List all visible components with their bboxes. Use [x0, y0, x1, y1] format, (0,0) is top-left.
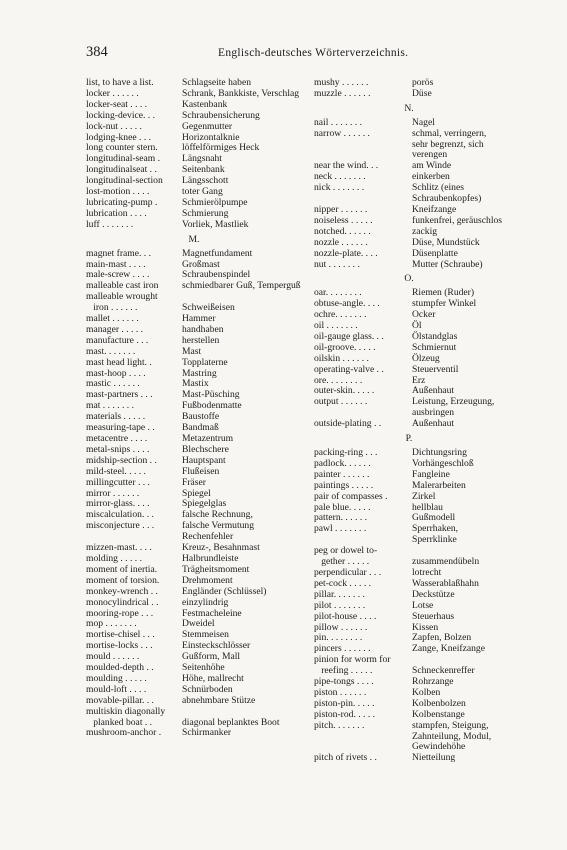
english-term: pale blue. . . . .: [314, 502, 371, 513]
german-translation: funkenfrei, geräuschlos: [412, 214, 503, 226]
english-term: metacentre . . . .: [86, 434, 148, 444]
german-translation: Seitenhöhe: [182, 662, 225, 674]
english-term: mild-steel. . . . .: [86, 466, 146, 477]
german-translation: einkerben: [412, 171, 450, 183]
german-translation: Fangleine: [412, 468, 450, 480]
english-term: planked boat . .: [86, 717, 153, 728]
german-translation: Schmierung: [182, 207, 229, 219]
english-term: piston . . . . . .: [314, 687, 367, 698]
dictionary-entry: [314, 459, 504, 470]
dictionary-entry: [86, 220, 302, 231]
german-translation: Schneckenreffer: [412, 665, 475, 677]
dictionary-entry: [314, 753, 504, 764]
german-translation: Düsenplatte: [412, 247, 458, 259]
german-translation: schmiedbarer Guß, Temperguß: [182, 280, 301, 292]
german-translation: Steuerventil: [412, 363, 459, 375]
dictionary-entry: [314, 89, 504, 100]
german-translation: Fußbodenmatte: [182, 400, 242, 412]
german-translation: Vorliek, Mastliek: [182, 218, 249, 230]
german-translation: Schnürboden: [182, 683, 233, 695]
english-term: mould . . . . . .: [86, 652, 140, 663]
german-translation: Kolbenstange: [412, 708, 465, 720]
dictionary-entry: [314, 118, 504, 129]
dictionary-entry: [314, 699, 504, 710]
german-translation: Hammer: [182, 313, 216, 325]
english-term: mortise-locks . . .: [86, 641, 153, 652]
dictionary-entry: [314, 183, 504, 205]
english-term: malleable cast iron: [86, 281, 159, 292]
dictionary-entry: [314, 513, 504, 524]
german-translation: Mast-Püsching: [182, 389, 240, 401]
english-term: misconjecture . . .: [86, 521, 155, 532]
german-translation: Stemmeisen: [182, 629, 229, 641]
english-term: packing-ring . . .: [314, 448, 378, 458]
english-term: pair of compasses .: [314, 491, 388, 502]
german-translation: Nietteilung: [412, 752, 456, 764]
english-term: oar. . . . . . . .: [314, 288, 362, 299]
dictionary-entry: [314, 172, 504, 183]
dictionary-entry: [314, 688, 504, 699]
dictionary-entry: [86, 707, 302, 718]
german-translation: Schraubensicherung: [182, 109, 260, 121]
german-translation: Halbrundleiste: [182, 552, 239, 564]
german-translation: Kastenbank: [182, 98, 228, 110]
english-term: oilskin . . . . . .: [314, 353, 369, 364]
english-term: locking-device. . .: [86, 110, 155, 121]
english-term: mortise-chisel . . .: [86, 630, 155, 641]
page-title: Englisch-deutsches Wörterverzeichnis.: [218, 47, 409, 59]
english-term: padlock. . . . . .: [314, 458, 371, 469]
german-translation: Vorhängeschloß: [412, 457, 474, 469]
german-translation: löffelförmiges Heck: [182, 142, 260, 154]
german-translation: Engländer (Schlüssel): [182, 585, 267, 597]
german-translation: Düse: [412, 87, 432, 99]
english-term: near the wind. . .: [314, 161, 379, 172]
dictionary-entry: [314, 666, 504, 677]
dictionary-entry: [314, 601, 504, 612]
german-translation: Horizontalknie: [182, 131, 240, 143]
german-translation: Blechschere: [182, 443, 229, 455]
english-term: mooring-rope . . .: [86, 608, 154, 619]
english-term: monocylindrical . .: [86, 597, 159, 608]
dictionary-entry: [86, 598, 302, 609]
german-translation: Mastix: [182, 378, 209, 390]
german-translation: Flußeisen: [182, 465, 220, 477]
german-translation: Ölstandglas: [412, 330, 458, 342]
german-translation: Dweidel: [182, 618, 215, 630]
english-term: gether . . . . .: [314, 557, 370, 568]
dictionary-entry: [314, 470, 504, 481]
german-translation: Mast: [182, 345, 202, 357]
english-term: mast head light. .: [86, 357, 152, 368]
german-translation: Großmast: [182, 258, 220, 270]
english-term: multiskin diagonally: [86, 706, 166, 717]
english-term: ochre. . . . . . .: [314, 310, 367, 321]
german-translation: Einsteckschlösser: [182, 640, 251, 652]
dictionary-entry: [86, 521, 302, 543]
english-term: pin. . . . . . . .: [314, 633, 363, 644]
english-term: oil-gauge glass. . .: [314, 331, 384, 342]
dictionary-entry: [314, 161, 504, 172]
german-translation: schmal, verringern, sehr begrenzt, sich verengen: [412, 127, 487, 161]
german-translation: Metazentrum: [182, 433, 234, 444]
english-term: reefing . . . . .: [314, 666, 373, 677]
german-translation: Ölzeug: [412, 352, 440, 364]
german-translation: Zange, Kneifzange: [412, 643, 485, 655]
dictionary-entry: [314, 644, 504, 655]
dictionary-entry: [314, 612, 504, 623]
english-term: longitudinal-seam .: [86, 154, 161, 165]
section-letter: M.: [188, 233, 200, 245]
english-term: moment of torsion.: [86, 575, 160, 586]
english-term: piston-pin. . . . .: [314, 698, 375, 709]
german-translation: Lotse: [412, 599, 434, 611]
english-term: muzzle . . . . . .: [314, 88, 371, 99]
german-translation: Längsnaht: [182, 153, 222, 165]
english-term: male-screw . . . .: [86, 270, 150, 281]
english-term: piston-rod. . . . .: [314, 709, 376, 720]
english-term: main-mast . . . .: [86, 259, 146, 270]
german-translation: Spiegel: [182, 487, 211, 499]
english-term: long counter stern.: [86, 143, 158, 154]
english-term: nick . . . . . . .: [314, 183, 365, 194]
english-term: measuring-tape . .: [86, 423, 155, 434]
english-term: narrow . . . . . .: [314, 128, 370, 139]
german-translation: Außenhaut: [412, 385, 455, 397]
dictionary-entry: [314, 260, 504, 271]
dictionary-entry: [86, 728, 302, 739]
english-term: iron . . . . . .: [86, 303, 138, 314]
english-term: pitch. . . . . . .: [314, 720, 365, 731]
german-translation: Leistung, Erzeugung, ausbringen: [412, 396, 495, 419]
dictionary-entry: [314, 492, 504, 503]
english-term: outside-plating . .: [314, 419, 382, 430]
english-term: paintings . . . . .: [314, 480, 374, 491]
english-term: mastic . . . . . .: [86, 379, 140, 390]
english-term: miscalculation. . .: [86, 510, 154, 521]
english-term: nipper . . . . . .: [314, 204, 368, 215]
german-translation: Außenhaut: [412, 418, 455, 430]
german-translation: diagonal beplanktes Boot: [182, 716, 280, 728]
german-translation: Drehmoment: [182, 574, 233, 586]
german-translation: stampfen, Steigung, Zahnteilung, Modul, Gewindehöhe: [412, 719, 492, 753]
english-term: pinion for worm for: [314, 655, 391, 666]
german-translation: Dichtungsring: [412, 447, 467, 458]
german-translation: Topplaterne: [182, 356, 228, 368]
german-translation: Ocker: [412, 309, 436, 321]
german-translation: Fräser: [182, 476, 206, 488]
dictionary-entry: [314, 524, 504, 546]
german-translation: Düse, Mundstück: [412, 236, 480, 248]
german-translation: abnehmbare Stütze: [182, 694, 256, 706]
dictionary-entry: [86, 111, 302, 122]
english-term: notched. . . . . .: [314, 226, 371, 237]
german-translation: Malerarbeiten: [412, 479, 466, 491]
english-term: pilot-house . . . .: [314, 611, 377, 622]
dictionary-entry: [314, 448, 504, 459]
english-term: lubricating-pump .: [86, 197, 158, 208]
german-translation: Seitenbank: [182, 164, 225, 176]
dictionary-entry: [314, 129, 504, 162]
dictionary-entry: [314, 238, 504, 249]
english-term: nozzle-plate. . . .: [314, 248, 378, 259]
dictionary-entry: [314, 343, 504, 354]
english-term: pipe-tongs . . . .: [314, 677, 374, 688]
german-translation: am Winde: [412, 160, 452, 172]
english-term: pilot . . . . . . .: [314, 600, 366, 611]
english-term: mirror-glass. . . .: [86, 499, 150, 510]
dictionary-entry: [314, 249, 504, 260]
dictionary-entry: [86, 281, 302, 292]
dictionary-entry: [86, 587, 302, 598]
german-translation: Kolbenbolzen: [412, 697, 466, 709]
german-translation: Riemen (Ruder): [412, 287, 475, 299]
english-term: manufacture . . .: [86, 335, 149, 346]
english-term: malleable wrought: [86, 292, 158, 303]
dictionary-entry: [314, 78, 504, 89]
english-term: mirror . . . . . .: [86, 488, 140, 499]
german-translation: einzylindrig: [182, 596, 229, 608]
dictionary-entry: [314, 397, 504, 419]
english-term: pet-cock . . . . .: [314, 578, 372, 589]
english-term: outer-skin. . . . .: [314, 386, 375, 397]
english-term: pitch of rivets . .: [314, 753, 377, 764]
german-translation: Nagel: [412, 116, 435, 128]
english-term: obtuse-angle. . . .: [314, 299, 380, 310]
english-term: moulding . . . . .: [86, 673, 147, 684]
english-term: ore. . . . . . . .: [314, 375, 363, 386]
english-term: moulded-depth . .: [86, 663, 154, 674]
dictionary-entry: [314, 503, 504, 514]
english-term: oil-groove. . . . .: [314, 342, 376, 353]
english-term: locker-seat . . . .: [86, 99, 148, 110]
dictionary-entry: [314, 354, 504, 365]
english-term: pillow . . . . . .: [314, 622, 368, 633]
german-translation: Wasserablaßhahn: [412, 577, 479, 589]
english-term: mast-partners . . .: [86, 390, 153, 401]
english-term: lodging-knee . . .: [86, 132, 152, 143]
right-column: [314, 78, 504, 764]
english-term: mould-loft . . . .: [86, 684, 147, 695]
german-translation: Spiegelglas: [182, 498, 227, 510]
german-translation: Festmacheleine: [182, 607, 242, 619]
english-term: mast-hoop . . . .: [86, 368, 146, 379]
english-term: manager . . . . .: [86, 324, 144, 335]
german-translation: herstellen: [182, 334, 220, 346]
german-translation: lotrecht: [412, 566, 442, 578]
english-term: mushroom-anchor .: [86, 728, 162, 739]
english-term: pawl . . . . . . .: [314, 524, 367, 535]
german-translation: zusammendübeln: [412, 556, 480, 568]
english-term: painter . . . . . .: [314, 469, 370, 480]
english-term: lock-nut . . . . .: [86, 121, 142, 132]
german-translation: Längsschott: [182, 175, 229, 187]
german-translation: Sperrhaken, Sperrklinke: [412, 523, 459, 546]
german-translation: Schweißeisen: [182, 302, 235, 314]
dictionary-entry: [314, 321, 504, 332]
dictionary-entry: [314, 310, 504, 321]
german-translation: Schraubenspindel: [182, 269, 251, 281]
german-translation: [182, 707, 302, 718]
english-term: longitudinal-section: [86, 176, 163, 187]
german-translation: Steuerhaus: [412, 610, 455, 622]
english-term: materials . . . . .: [86, 412, 146, 423]
german-translation: toter Gang: [182, 186, 223, 198]
english-term: operating-valve . .: [314, 364, 384, 375]
german-translation: Gußform, Mall: [182, 651, 241, 663]
english-term: pattern. . . . . .: [314, 513, 368, 524]
english-term: list, to have a list.: [86, 78, 154, 88]
page-number: 384: [86, 44, 108, 60]
dictionary-entry: [314, 590, 504, 601]
left-column: [86, 78, 302, 739]
english-term: magnet frame. . .: [86, 248, 151, 259]
german-translation: Baustoffe: [182, 411, 220, 423]
english-term: output . . . . . .: [314, 397, 368, 408]
dictionary-entry: [314, 655, 504, 666]
english-term: locker . . . . . .: [86, 88, 139, 99]
english-term: mast. . . . . . .: [86, 346, 136, 357]
german-translation: porös: [412, 77, 434, 88]
dictionary-entry: [86, 249, 302, 260]
section-letter: P.: [405, 433, 413, 445]
english-term: millingcutter . . .: [86, 477, 150, 488]
dictionary-entry: [86, 358, 302, 369]
german-translation: falsche Vermutung Rechenfehler: [182, 520, 255, 543]
german-translation: Schmierölpumpe: [182, 196, 248, 208]
english-term: pillar. . . . . . .: [314, 589, 365, 600]
section-letter: O.: [404, 273, 414, 285]
german-translation: Höhe, mallrecht: [182, 672, 244, 684]
dictionary-entry: [314, 557, 504, 568]
dictionary-entry: [86, 478, 302, 489]
dictionary-entry: [314, 216, 504, 227]
english-term: peg or dowel to-: [314, 546, 378, 557]
german-translation: handhaben: [182, 323, 224, 335]
german-translation: Schirmanker: [182, 727, 232, 739]
dictionary-entry: [314, 623, 504, 634]
german-translation: Hauptspant: [182, 454, 226, 466]
german-translation: Gegenmutter: [182, 120, 233, 132]
german-translation: Kreuz-, Besahnmast: [182, 542, 260, 554]
german-translation: Kneifzange: [412, 203, 457, 215]
german-translation: Schmiernut: [412, 341, 457, 353]
german-translation: Schlagseite haben: [182, 77, 251, 88]
dictionary-entry: [314, 365, 504, 376]
german-translation: Zirkel: [412, 490, 436, 502]
german-translation: Mastring: [182, 367, 217, 379]
english-term: movable-pillar. . .: [86, 695, 154, 706]
english-term: lost-motion . . . .: [86, 187, 150, 198]
dictionary-entry: [86, 696, 302, 707]
english-term: pincers . . . . . .: [314, 644, 371, 655]
dictionary-entry: [314, 299, 504, 310]
english-term: moment of inertia.: [86, 564, 158, 575]
english-term: luff . . . . . . .: [86, 219, 134, 230]
dictionary-entry: [314, 579, 504, 590]
dictionary-entry: [86, 467, 302, 478]
dictionary-entry: [314, 376, 504, 387]
german-translation: Deckstütze: [412, 588, 455, 600]
section-letter: N.: [404, 102, 414, 114]
english-term: midship-section . .: [86, 455, 157, 466]
english-term: perpendicular . . .: [314, 567, 382, 578]
german-translation: Rohrzange: [412, 676, 454, 688]
english-term: longitudinalseat . .: [86, 165, 157, 176]
german-translation: Erz: [412, 374, 426, 386]
german-translation: Bandmaß: [182, 422, 219, 434]
english-term: neck . . . . . . .: [314, 172, 366, 183]
english-term: mizzen-mast. . . .: [86, 543, 152, 554]
english-term: molding . . . . .: [86, 553, 142, 564]
dictionary-entry: [86, 122, 302, 133]
german-translation: Magnetfundament: [182, 247, 253, 259]
dictionary-entry: [314, 481, 504, 492]
english-term: monkey-wrench . .: [86, 586, 158, 597]
english-term: nut . . . . . . .: [314, 259, 360, 270]
german-translation: Trägheitsmoment: [182, 563, 250, 575]
german-translation: Zapfen, Bolzen: [412, 632, 472, 644]
dictionary-entry: [314, 677, 504, 688]
english-term: mallet . . . . . .: [86, 314, 139, 325]
english-term: nail . . . . . . .: [314, 117, 362, 128]
german-translation: Mutter (Schraube): [412, 258, 483, 270]
english-term: metal-snips . . . .: [86, 444, 150, 455]
german-translation: Schrank, Bankkiste, Verschlag: [182, 87, 300, 99]
english-term: mushy . . . . . .: [314, 78, 369, 88]
english-term: nozzle . . . . . .: [314, 237, 368, 248]
english-term: mop . . . . . . .: [86, 619, 137, 630]
english-term: mat . . . . . . .: [86, 401, 134, 412]
dictionary-entry: [314, 419, 504, 430]
german-translation: stumpfer Winkel: [412, 298, 477, 310]
english-term: noiseless . . . . .: [314, 215, 373, 226]
dictionary-entry: [314, 721, 504, 754]
english-term: lubrication . . . .: [86, 208, 147, 219]
german-translation: Schlitz (eines Schraubenkopfes): [412, 182, 482, 205]
german-translation: zackig: [412, 225, 438, 237]
german-translation: falsche Rechnung,: [182, 509, 253, 521]
page-header: [86, 44, 486, 64]
german-translation: hellblau: [412, 501, 443, 513]
english-term: oil . . . . . . .: [314, 321, 358, 332]
german-translation: Gußmodell: [412, 512, 456, 524]
german-translation: Kissen: [412, 621, 439, 633]
german-translation: Kolben: [412, 686, 441, 698]
dictionary-entry: [314, 332, 504, 343]
german-translation: Öl: [412, 320, 422, 332]
